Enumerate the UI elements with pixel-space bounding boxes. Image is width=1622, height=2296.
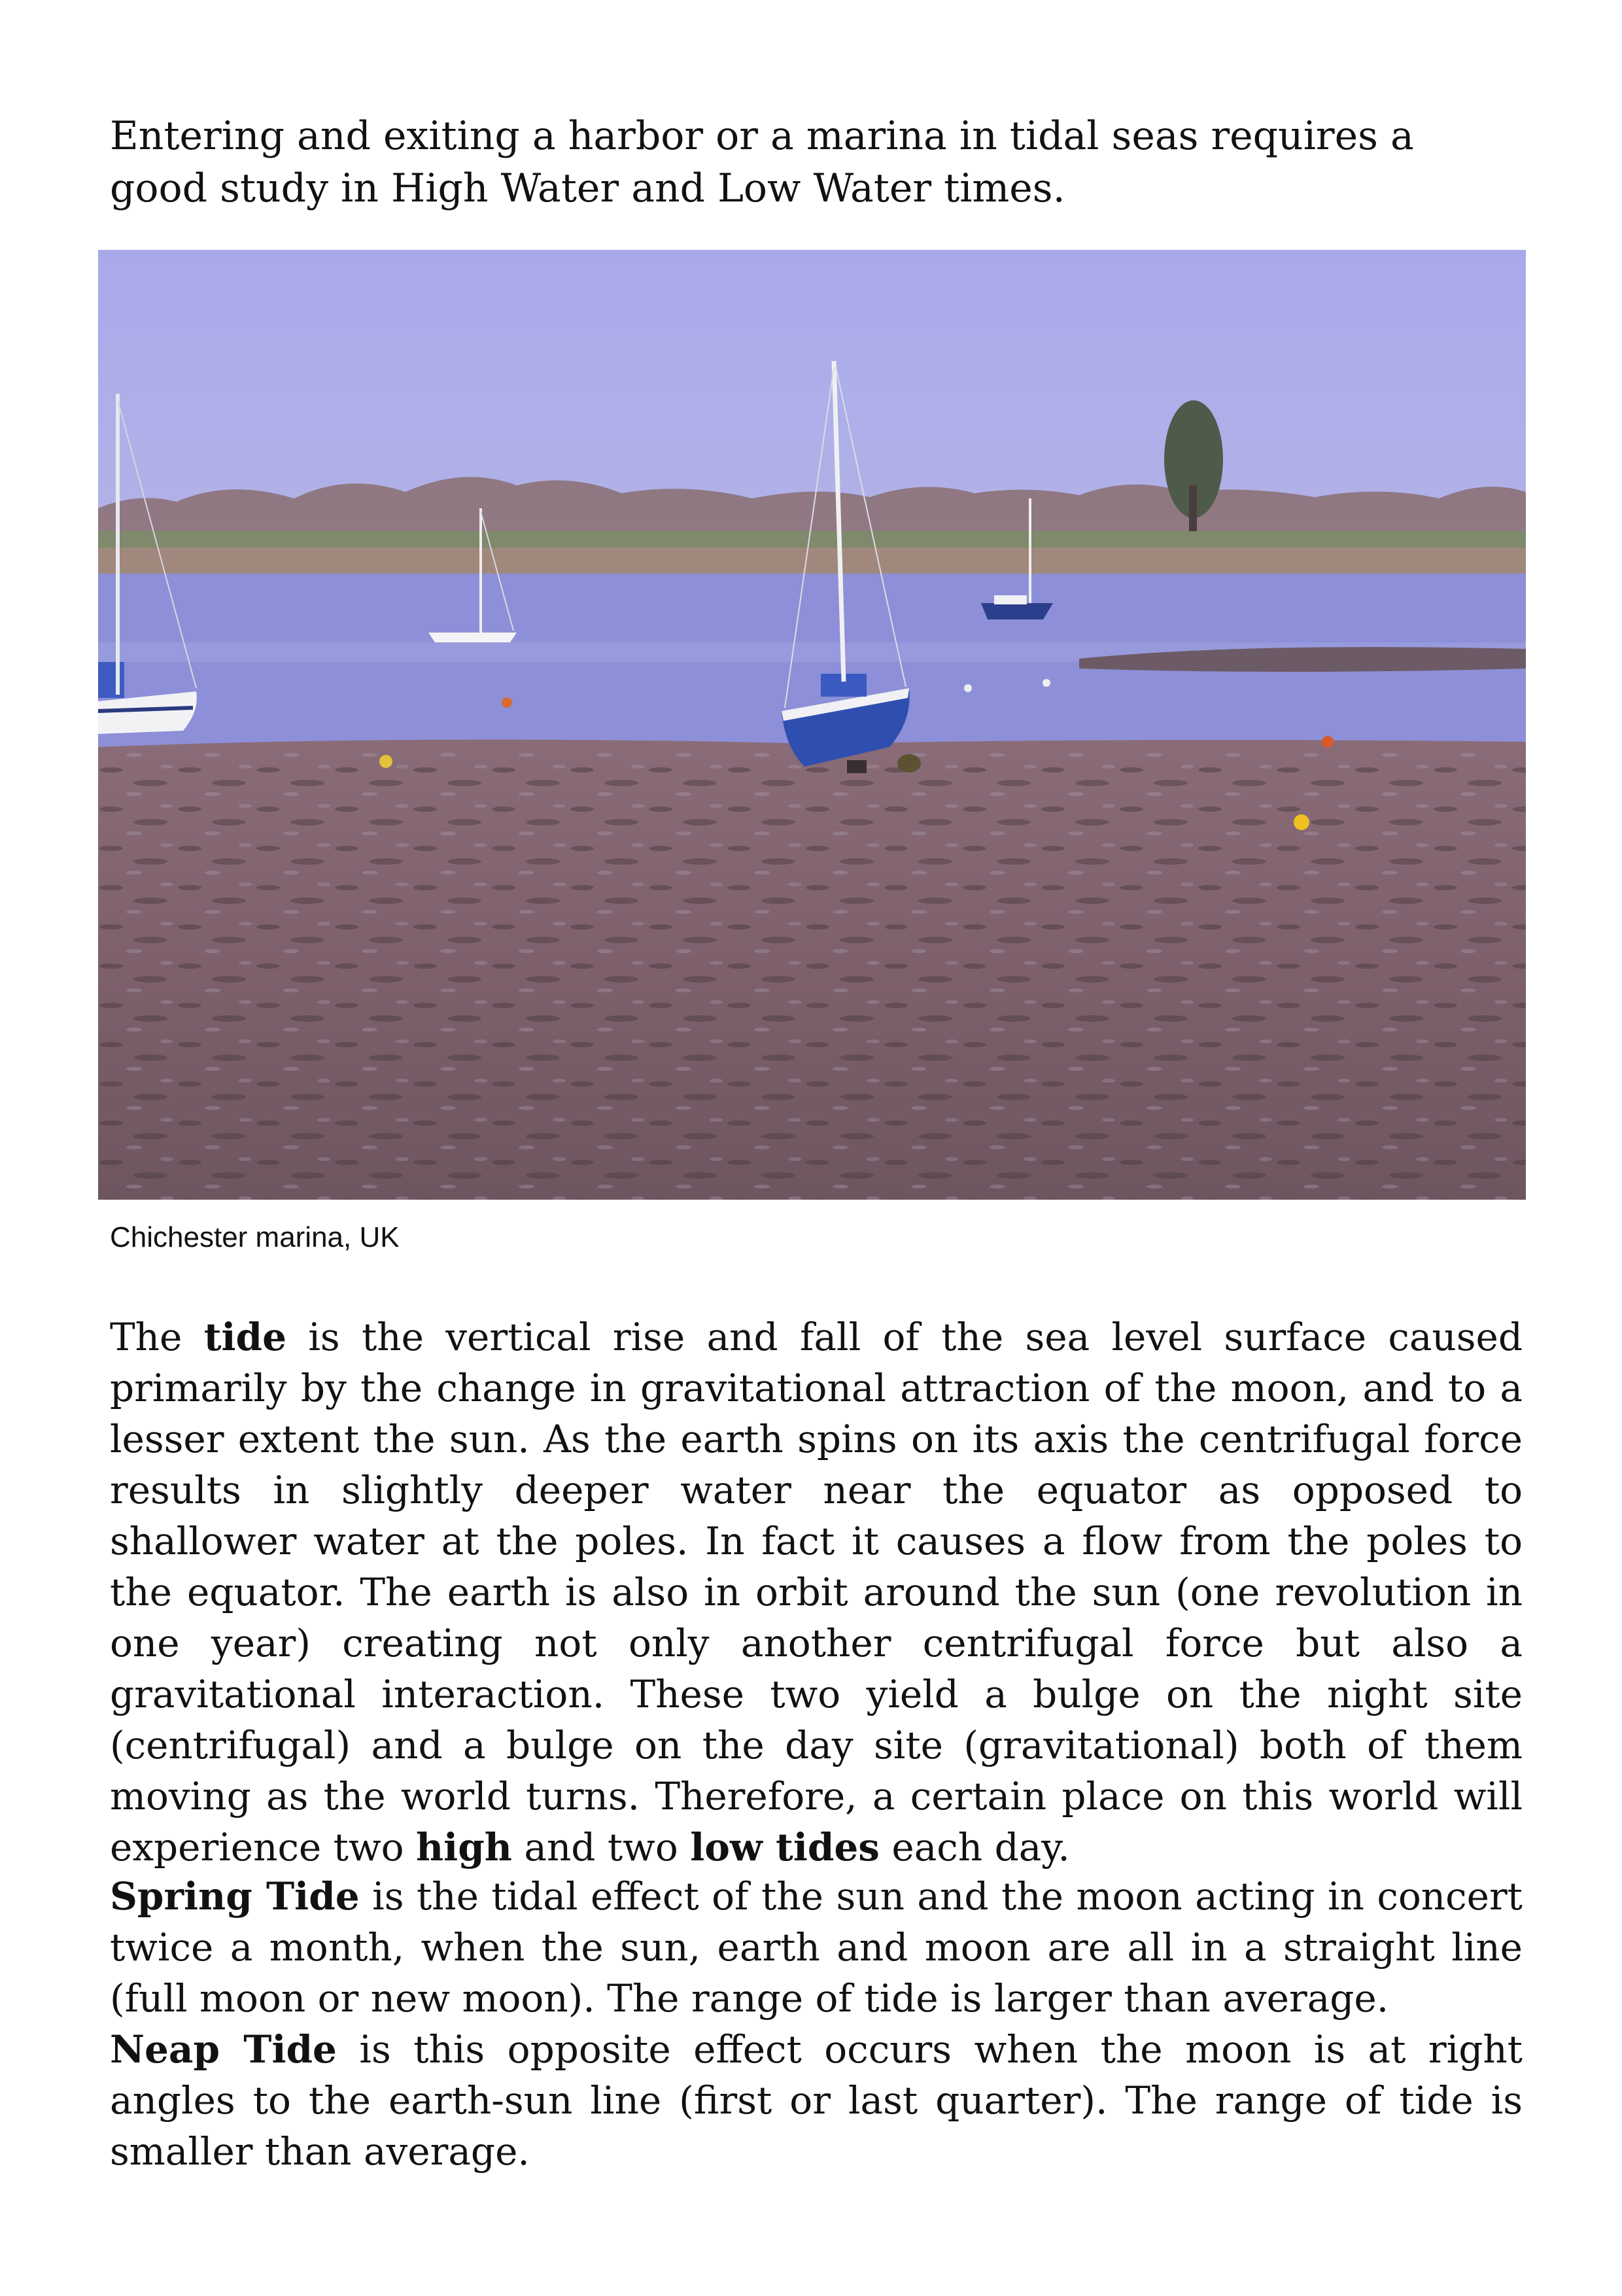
spring-tide-text: is the tidal effect of the sun and the moon acting in concert twice a month, when the sun, earth and moon are all in a straight line (full moon or new moon). The range of tide is larger than average. [110, 1874, 1523, 2021]
buoy [379, 755, 392, 768]
harbor-photo [98, 250, 1526, 1200]
harbor-photo-illustration [98, 250, 1526, 1200]
photo-caption: Chichester marina, UK [110, 1221, 400, 1253]
neap-tide-text: is this opposite effect occurs when the moon is at right angles to the earth-sun line (first or last quarter). The range of tide is smaller than average. [110, 2027, 1523, 2174]
neap-tide-term: Neap Tide [110, 2027, 337, 2072]
tide-paragraph [110, 1312, 1523, 1873]
neap-tide-paragraph [110, 2024, 1523, 2177]
tide-text-1: The [110, 1315, 204, 1359]
swan [964, 684, 972, 692]
tide-text-3: and two [511, 1825, 691, 1870]
buoy [1322, 736, 1334, 748]
tide-term: tide [203, 1315, 286, 1359]
high-term: high [416, 1825, 512, 1870]
intro-paragraph: Entering and exiting a harbor or a marina in tidal seas requires a good study in High Water and Low Water times. [110, 113, 1414, 211]
tide-text-4: each day. [879, 1825, 1070, 1870]
low-tides-term: low tides [690, 1825, 880, 1870]
buoy [1294, 814, 1309, 830]
far-shore [98, 548, 1526, 574]
tide-text-2: is the vertical rise and fall of the sea level surface caused primarily by the change in gravitational attraction of the moon, and to a lesser extent the sun. As the earth spins on its axis the centrifugal force results in slightly deeper water near the equator as opposed to shallower water at the poles. In fact it causes a flow from the poles to the equator. The earth is also in orbit around the sun (one revolution in one year) creating not only another centrifugal force but also a gravitational interaction. These two yield a bulge on the night site (centrifugal) and a bulge on the day site (gravitational) both of them moving as the world turns. Therefore, a certain place on this world will experience two [110, 1315, 1523, 1870]
spring-tide-paragraph [110, 1871, 1523, 2024]
swan [1043, 679, 1050, 687]
field-strip [98, 531, 1526, 549]
spring-tide-term: Spring Tide [110, 1874, 360, 1919]
buoy [502, 697, 512, 708]
